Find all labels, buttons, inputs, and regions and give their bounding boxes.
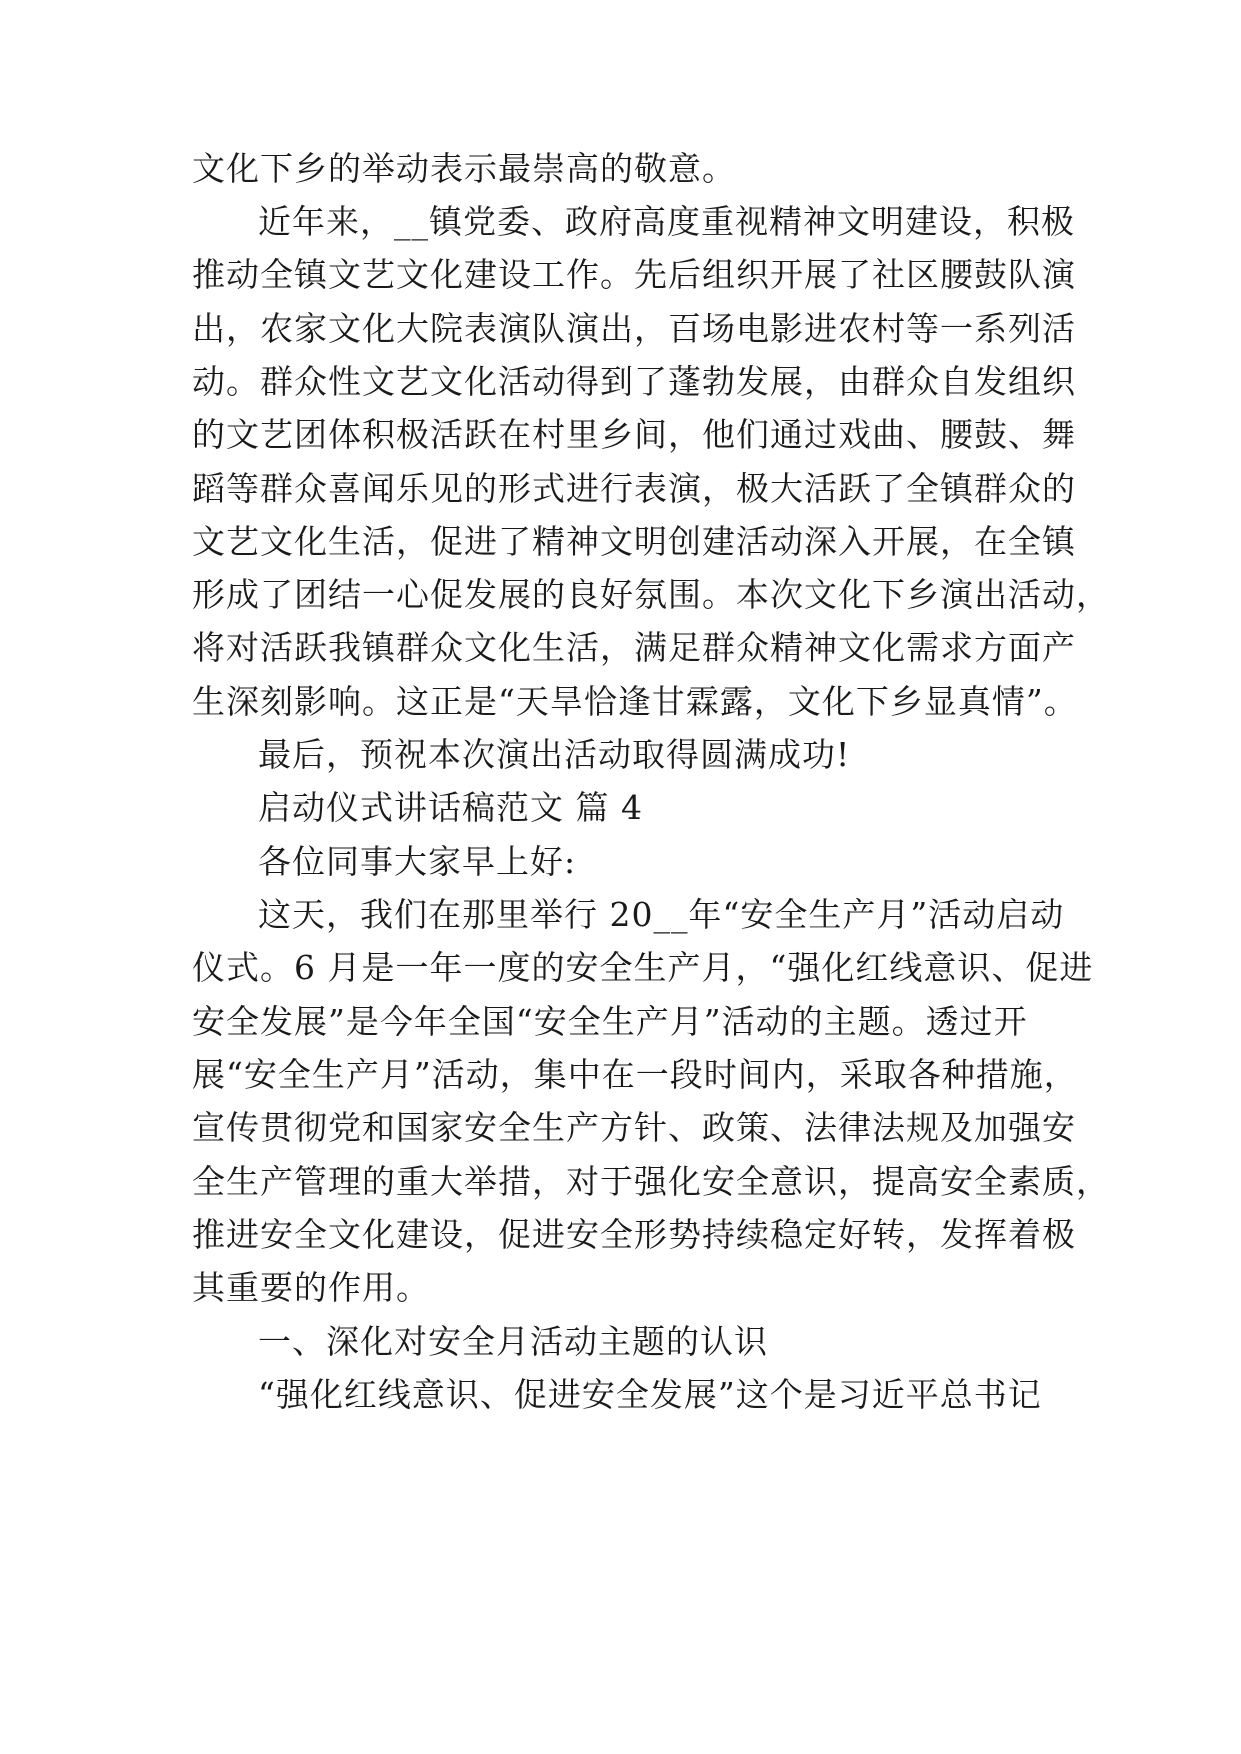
paragraph-line: 全生产管理的重大举措，对于强化安全意识，提高安全素质， <box>192 1162 1110 1201</box>
paragraph-line: 文化下乡的举动表示最崇高的敬意。 <box>192 149 736 188</box>
paragraph-line: 文艺文化生活，促进了精神文明创建活动深入开展，在全镇 <box>192 522 1076 561</box>
paragraph-line: 将对活跃我镇群众文化生活，满足群众精神文化需求方面产 <box>192 628 1076 667</box>
paragraph-line: 仪式。6 月是一年一度的安全生产月，“强化红线意识、促进 <box>192 948 1094 987</box>
paragraph-line: 动。群众性文艺文化活动得到了蓬勃发展，由群众自发组织 <box>192 362 1076 401</box>
paragraph-line: 其重要的作用。 <box>192 1268 430 1307</box>
paragraph-line: 安全发展”是今年全国“安全生产月”活动的主题。透过开 <box>192 1002 1028 1041</box>
paragraph-line: 的文艺团体积极活跃在村里乡间，他们通过戏曲、腰鼓、舞 <box>192 415 1076 454</box>
paragraph-line: 推进安全文化建设，促进安全形势持续稳定好转，发挥着极 <box>192 1215 1076 1254</box>
salutation: 各位同事大家早上好: <box>258 842 577 881</box>
paragraph-line: 推动全镇文艺文化建设工作。先后组织开展了社区腰鼓队演 <box>192 255 1076 294</box>
paragraph-line: 生深刻影响。这正是“天旱恰逢甘霖露，文化下乡显真情”。 <box>192 682 1078 721</box>
paragraph-line: 形成了团结一心促发展的良好氛围。本次文化下乡演出活动， <box>192 575 1110 614</box>
paragraph-line: 最后，预祝本次演出活动取得圆满成功! <box>258 735 851 774</box>
paragraph-line: 出，农家文化大院表演队演出，百场电影进农村等一系列活 <box>192 309 1076 348</box>
paragraph-line: “强化红线意识、促进安全发展”这个是习近平总书记 <box>258 1375 1042 1414</box>
paragraph-line: 展“安全生产月”活动，集中在一段时间内，采取各种措施， <box>192 1055 1078 1094</box>
subsection-heading: 一、深化对安全月活动主题的认识 <box>258 1322 768 1361</box>
section-heading: 启动仪式讲话稿范文 篇 4 <box>258 788 643 827</box>
paragraph-line: 宣传贯彻党和国家安全生产方针、政策、法律法规及加强安 <box>192 1108 1076 1147</box>
paragraph-line: 这天，我们在那里举行 20__年“安全生产月”活动启动 <box>258 895 1065 934</box>
paragraph-line: 近年来，__镇党委、政府高度重视精神文明建设，积极 <box>258 202 1075 241</box>
paragraph-line: 蹈等群众喜闻乐见的形式进行表演，极大活跃了全镇群众的 <box>192 469 1076 508</box>
